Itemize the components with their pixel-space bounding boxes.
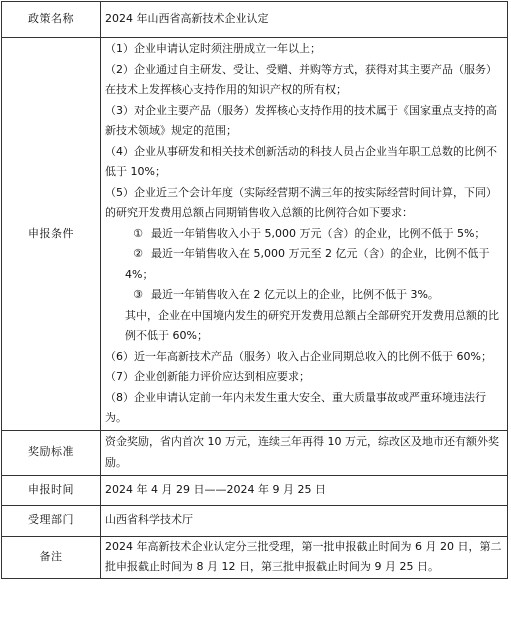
row-reward <box>2 430 508 475</box>
condition-item: （2）企业通过自主研发、受让、受赠、并购等方式，获得对其主要产品（服务）在技术上发挥核心支持作用的知识产权的所有权； <box>105 62 497 96</box>
circled-number: ① <box>133 226 143 240</box>
condition-sub-item <box>105 224 503 245</box>
time-value: 2024 年 4 月 29 日——2024 年 9 月 25 日 <box>101 475 508 505</box>
condition-sub-text: 最近一年销售收入在 2 亿元以上的企业，比例不低于 3%。 <box>151 288 439 301</box>
circled-number: ② <box>133 247 143 260</box>
policy-name-value: 2024 年山西省高新技术企业认定 <box>101 2 508 38</box>
reward-label: 奖励标准 <box>2 430 101 475</box>
remark-label: 备注 <box>2 536 101 578</box>
row-conditions <box>2 38 508 431</box>
policy-name-label: 政策名称 <box>2 2 101 38</box>
condition-sub-text: 最近一年销售收入在 5,000 万元至 2 亿元（含）的企业，比例不低于 4%； <box>125 247 490 281</box>
row-policy-name <box>2 2 508 38</box>
condition-sub-text: 最近一年销售收入小于 5,000 万元（含）的企业，比例不低于 5%； <box>151 226 486 240</box>
condition-sub-item <box>105 244 503 285</box>
reward-value: 资金奖励，省内首次 10 万元，连续三年再得 10 万元，综改区及地市还有额外奖励。 <box>101 430 508 475</box>
condition-item: （1）企业申请认定时须注册成立一年以上； <box>105 42 321 55</box>
row-time <box>2 475 508 505</box>
condition-item: （4）企业从事研发和相关技术创新活动的科技人员占企业当年职工总数的比例不低于 10%； <box>105 144 497 178</box>
condition-item: （3）对企业主要产品（服务）发挥核心支持作用的技术属于《国家重点支持的高新技术领域》规定的范围； <box>105 103 497 137</box>
condition-note: 其中，企业在中国境内发生的研究开发费用总额占全部研究开发费用总额的比例不低于 60%； <box>125 308 499 342</box>
row-dept <box>2 505 508 536</box>
conditions-label: 申报条件 <box>2 38 101 431</box>
condition-item: （8）企业申请认定前一年内未发生重大安全、重大质量事故或严重环境违法行为。 <box>105 390 486 424</box>
condition-item: （5）企业近三个会计年度（实际经营期不满三年的按实际经营时间计算，下同）的研究开发费用总额占同期销售收入总额的比例符合如下要求： <box>105 185 497 219</box>
policy-table <box>1 1 508 579</box>
condition-item: （6）近一年高新技术产品（服务）收入占企业同期总收入的比例不低于 60%； <box>105 349 492 363</box>
time-label: 申报时间 <box>2 475 101 505</box>
dept-label: 受理部门 <box>2 505 101 536</box>
condition-sub-item <box>105 285 503 306</box>
conditions-content <box>101 38 508 431</box>
remark-value: 2024 年高新技术企业认定分三批受理，第一批申报截止时间为 6 月 20 日，第二批申报截止时间为 8 月 12 日，第三批申报截止时间为 9 月 25 日。 <box>101 536 508 578</box>
row-remark <box>2 536 508 578</box>
circled-number: ③ <box>133 288 143 301</box>
condition-item: （7）企业创新能力评价应达到相应要求； <box>105 370 310 383</box>
dept-value: 山西省科学技术厅 <box>101 505 508 536</box>
